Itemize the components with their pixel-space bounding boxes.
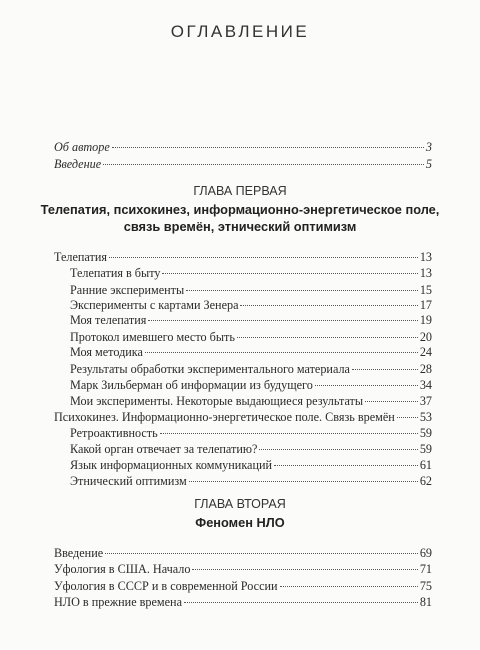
dot-leader <box>189 481 418 482</box>
dot-leader <box>148 320 417 321</box>
toc-entry-page: 15 <box>419 283 432 297</box>
dot-leader <box>240 305 417 306</box>
dot-leader <box>352 369 418 370</box>
toc-entry-page: 20 <box>419 330 432 344</box>
toc-entry-page: 81 <box>419 595 432 609</box>
chapter2-label: ГЛАВА ВТОРАЯ <box>194 497 286 511</box>
dot-leader <box>105 553 418 554</box>
toc-subentry[interactable] <box>70 394 432 409</box>
toc-entry-label: Психокинез. Информационно-энергетическое поле. Связь времён <box>54 410 395 424</box>
toc-entry-label: Марк Зильберман об информации из будущего <box>70 378 313 392</box>
toc-entry-label: Какой орган отвечает за телепатию? <box>70 442 258 456</box>
toc-subentry[interactable] <box>70 330 432 345</box>
toc-subentry[interactable] <box>70 474 432 489</box>
dot-leader <box>259 449 417 450</box>
chapter2-name: Феномен НЛО <box>195 515 285 530</box>
toc-title: ОГЛАВЛЕНИЕ <box>170 22 310 41</box>
toc-entry-page: 34 <box>419 378 432 392</box>
toc-entry-page: 13 <box>419 250 432 264</box>
dot-leader <box>315 385 418 386</box>
toc-entry-page: 61 <box>419 458 432 472</box>
toc-entry-front[interactable] <box>54 157 432 172</box>
toc-entry-label: Ранние эксперименты <box>70 283 185 297</box>
chapter1-name-line1: Телепатия, психокинез, информационно-энергетическое поле, <box>40 202 440 217</box>
toc-entry-label: НЛО в прежние времена <box>54 595 182 609</box>
toc-entry[interactable] <box>54 562 432 577</box>
dot-leader <box>112 147 424 148</box>
toc-entry-page: 69 <box>419 546 432 560</box>
toc-entry-page: 59 <box>419 426 432 440</box>
dot-leader <box>237 337 418 338</box>
toc-subentry[interactable] <box>70 426 432 441</box>
toc-entry-page: 75 <box>419 579 432 593</box>
toc-entry[interactable] <box>54 579 432 594</box>
toc-subentry[interactable] <box>70 442 432 457</box>
toc-entry-label: Уфология в СССР и в современной России <box>54 579 278 593</box>
toc-entry-label: Моя телепатия <box>70 313 147 327</box>
toc-subentry[interactable] <box>70 458 432 473</box>
dot-leader <box>280 586 418 587</box>
toc-subentry[interactable] <box>70 362 432 377</box>
dot-leader <box>160 433 418 434</box>
toc-entry-label: Протокол имевшего место быть <box>70 330 235 344</box>
toc-entry-label: Введение <box>54 157 102 171</box>
chapter1-name-line2: связь времён, этнический оптимизм <box>123 219 357 234</box>
dot-leader <box>145 352 418 353</box>
dot-leader <box>103 164 424 165</box>
toc-entry-page: 37 <box>419 394 432 408</box>
toc-entry-label: Этнический оптимизм <box>70 474 187 488</box>
toc-subentry[interactable] <box>70 313 432 328</box>
toc-entry-label: Об авторе <box>54 140 110 154</box>
dot-leader <box>365 401 418 402</box>
toc-entry-page: 17 <box>419 298 432 312</box>
toc-entry-label: Язык информационных коммуникаций <box>70 458 273 472</box>
toc-entry-label: Мои эксперименты. Некоторые выдающиеся результаты <box>70 394 364 408</box>
toc-entry-page: 62 <box>419 474 432 488</box>
toc-entry-page: 71 <box>419 562 432 576</box>
toc-entry-label: Эксперименты с картами Зенера <box>70 298 239 312</box>
toc-entry-label: Ретроактивность <box>70 426 158 440</box>
dot-leader <box>192 569 417 570</box>
toc-entry-page: 24 <box>419 345 432 359</box>
dot-leader <box>397 417 418 418</box>
toc-subentry[interactable] <box>70 378 432 393</box>
toc-entry-page: 19 <box>419 313 432 327</box>
toc-entry-page: 3 <box>425 140 432 154</box>
dot-leader <box>274 465 418 466</box>
toc-entry[interactable] <box>54 595 432 610</box>
chapter1-label: ГЛАВА ПЕРВАЯ <box>193 184 287 198</box>
toc-entry-page: 13 <box>419 266 432 280</box>
toc-entry-page: 59 <box>419 442 432 456</box>
toc-entry[interactable] <box>54 250 432 265</box>
toc-entry-label: Телепатия в быту <box>70 266 161 280</box>
toc-entry-page: 28 <box>419 362 432 376</box>
toc-entry-page: 53 <box>419 410 432 424</box>
toc-subentry[interactable] <box>70 298 432 313</box>
toc-entry-label: Моя методика <box>70 345 143 359</box>
toc-subentry[interactable] <box>70 345 432 360</box>
dot-leader <box>184 602 418 603</box>
toc-entry-page: 5 <box>425 157 432 171</box>
toc-entry-label: Телепатия <box>54 250 107 264</box>
toc-subentry[interactable] <box>70 283 432 298</box>
dot-leader <box>186 290 418 291</box>
dot-leader <box>109 257 418 258</box>
toc-subentry[interactable] <box>70 266 432 281</box>
dot-leader <box>162 273 417 274</box>
toc-entry[interactable] <box>54 410 432 425</box>
toc-entry-front[interactable] <box>54 140 432 155</box>
toc-entry-label: Результаты обработки экспериментального материала <box>70 362 350 376</box>
toc-entry[interactable] <box>54 546 432 561</box>
toc-entry-label: Введение <box>54 546 104 560</box>
toc-entry-label: Уфология в США. Начало <box>54 562 191 576</box>
